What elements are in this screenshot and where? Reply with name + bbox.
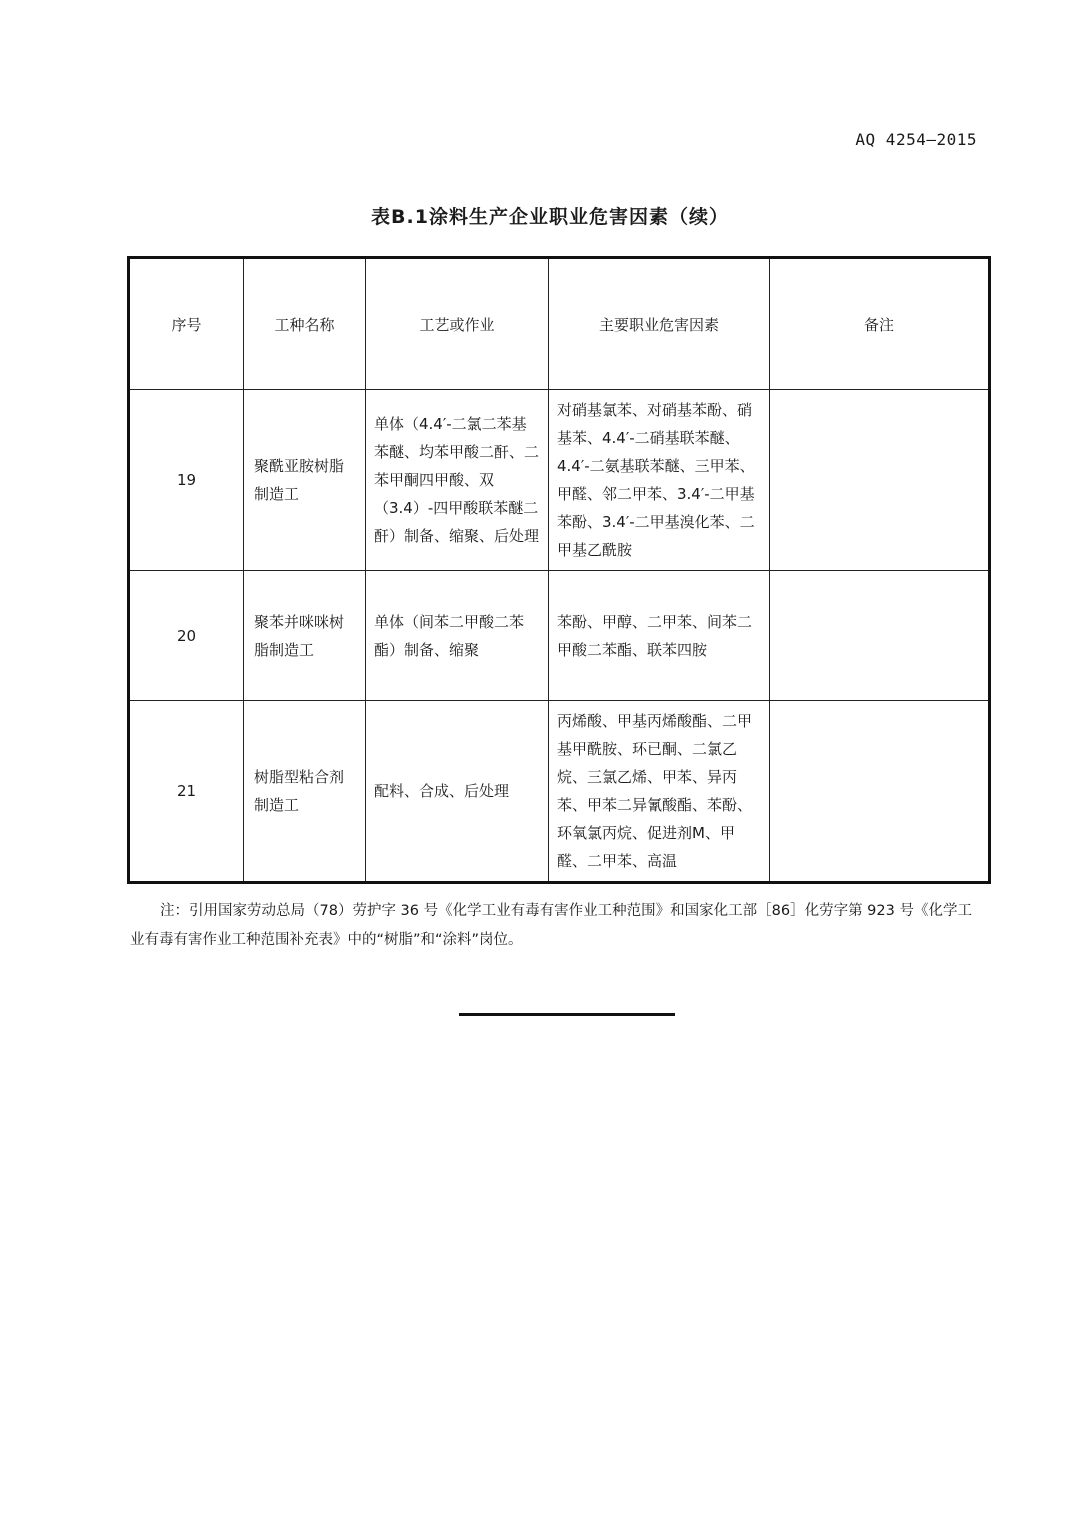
cell-job-name: 聚苯并咪咪树脂制造工 [244,571,366,701]
cell-hazards: 苯酚、甲醇、二甲苯、间苯二甲酸二苯酯、联苯四胺 [549,571,770,701]
col-header-remarks: 备注 [770,258,990,390]
cell-process: 单体（4.4′-二氯二苯基苯醚、均苯甲酸二酐、二苯甲酮四甲酸、双（3.4）-四甲酸联苯醚二酐）制备、缩聚、后处理 [366,390,549,571]
table-row [129,390,990,571]
table-header-row [129,258,990,390]
col-header-hazards: 主要职业危害因素 [549,258,770,390]
cell-hazards: 对硝基氯苯、对硝基苯酚、硝基苯、4.4′-二硝基联苯醚、4.4′-二氨基联苯醚、三甲苯、甲醛、邻二甲苯、3.4′-二甲基苯酚、3.4′-二甲基溴化苯、二甲基乙酰胺 [549,390,770,571]
cell-number: 21 [129,701,244,883]
cell-hazards: 丙烯酸、甲基丙烯酸酯、二甲基甲酰胺、环已酮、二氯乙烷、三氯乙烯、甲苯、异丙苯、甲苯二异氰酸酯、苯酚、环氧氯丙烷、促进剂M、甲醛、二甲苯、高温 [549,701,770,883]
cell-remarks [770,390,990,571]
cell-process: 配料、合成、后处理 [366,701,549,883]
cell-number: 20 [129,571,244,701]
cell-remarks [770,701,990,883]
cell-job-name: 聚酰亚胺树脂制造工 [244,390,366,571]
col-header-job-name: 工种名称 [244,258,366,390]
table-title: 表B.1涂料生产企业职业危害因素（续） [371,206,729,228]
hazard-table [127,256,991,884]
standard-code: AQ 4254—2015 [855,130,977,149]
cell-remarks [770,571,990,701]
table-row [129,701,990,883]
table-row [129,571,990,701]
table-footnote: 注：引用国家劳动总局（78）劳护字 36 号《化学工业有毒有害作业工种范围》和国家化工部［86］化劳字第 923 号《化学工业有毒有害作业工种范围补充表》中的“树脂”和“涂料”岗位。 [130,903,972,948]
cell-job-name: 树脂型粘合剂制造工 [244,701,366,883]
col-header-process: 工艺或作业 [366,258,549,390]
cell-process: 单体（间苯二甲酸二苯酯）制备、缩聚 [366,571,549,701]
col-header-number: 序号 [129,258,244,390]
end-of-document-rule [459,1013,675,1016]
cell-number: 19 [129,390,244,571]
